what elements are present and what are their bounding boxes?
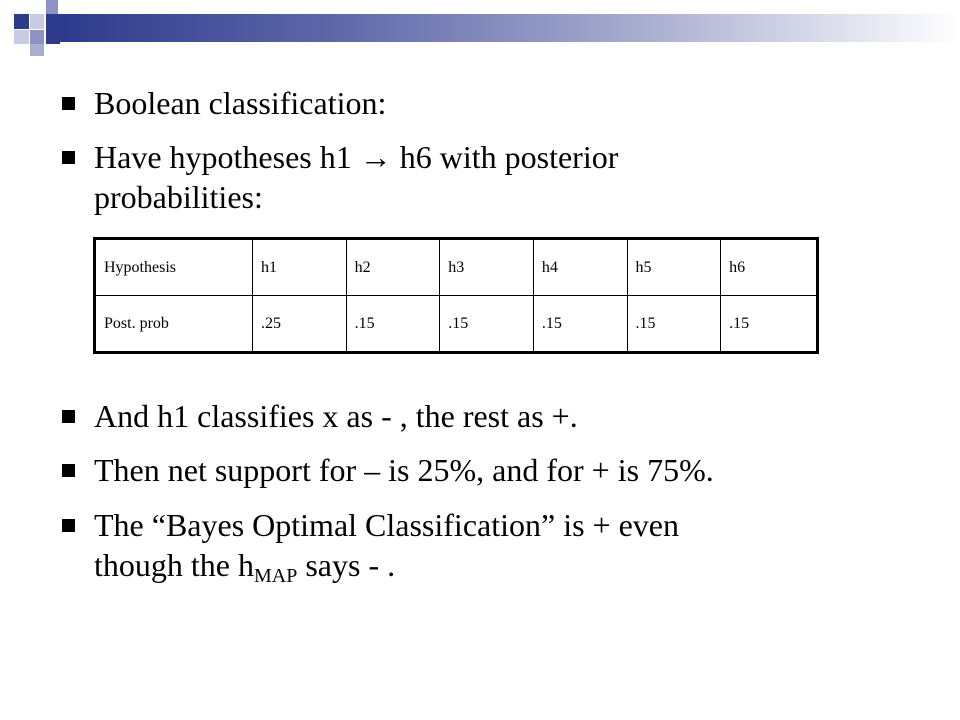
bullet-square-icon bbox=[62, 97, 75, 110]
bullet-text bbox=[94, 137, 784, 217]
table-row bbox=[95, 296, 818, 353]
header-square-mid-2 bbox=[30, 30, 44, 44]
table-cell: h3 bbox=[440, 239, 534, 296]
bullet-text: Boolean classification: bbox=[94, 85, 387, 121]
table-cell: h2 bbox=[346, 239, 440, 296]
right-arrow-icon: → bbox=[359, 139, 392, 175]
bullet-text bbox=[94, 505, 784, 585]
table-cell: .25 bbox=[253, 296, 347, 353]
table-header-row bbox=[95, 239, 818, 296]
table-cell: .15 bbox=[346, 296, 440, 353]
bullet-text: Then net support for – is 25%, and for + is 75%. bbox=[94, 452, 714, 488]
bullet-text-part: The “Bayes Optimal Classification” is + even bbox=[94, 507, 679, 543]
bullet-text-part: says - . bbox=[297, 547, 396, 583]
table-cell: h4 bbox=[533, 239, 627, 296]
header-gradient-bar bbox=[60, 14, 960, 42]
header-square-mid bbox=[46, 0, 58, 14]
header-square-mid-3 bbox=[30, 44, 44, 56]
header-square-dark bbox=[14, 14, 29, 29]
bullet-square-icon bbox=[62, 519, 75, 532]
table-cell: .15 bbox=[721, 296, 818, 353]
bullet-text-part: probabilities: bbox=[94, 179, 263, 215]
table-cell: Hypothesis bbox=[95, 239, 253, 296]
table-cell: h1 bbox=[253, 239, 347, 296]
bullet-square-icon bbox=[62, 464, 75, 477]
header-square-light bbox=[30, 14, 44, 29]
table-cell: .15 bbox=[627, 296, 721, 353]
header-square-light-2 bbox=[14, 30, 29, 44]
subscript-map: MAP bbox=[253, 565, 298, 587]
header-square-dark-2 bbox=[46, 14, 60, 44]
bullet-text-part: h6 with posterior bbox=[391, 139, 619, 175]
table-cell: Post. prob bbox=[95, 296, 253, 353]
bullet-text-part: though the h bbox=[94, 547, 254, 583]
table-cell: .15 bbox=[533, 296, 627, 353]
bullet-text: And h1 classifies x as - , the rest as +. bbox=[94, 398, 578, 434]
bullet-square-icon bbox=[62, 151, 75, 164]
bullet-square-icon bbox=[62, 410, 75, 423]
table-cell: .15 bbox=[440, 296, 534, 353]
bullet-text-part: Have hypotheses h1 bbox=[94, 139, 360, 175]
table-cell: h6 bbox=[721, 239, 818, 296]
table-cell: h5 bbox=[627, 239, 721, 296]
posterior-table bbox=[93, 237, 819, 354]
